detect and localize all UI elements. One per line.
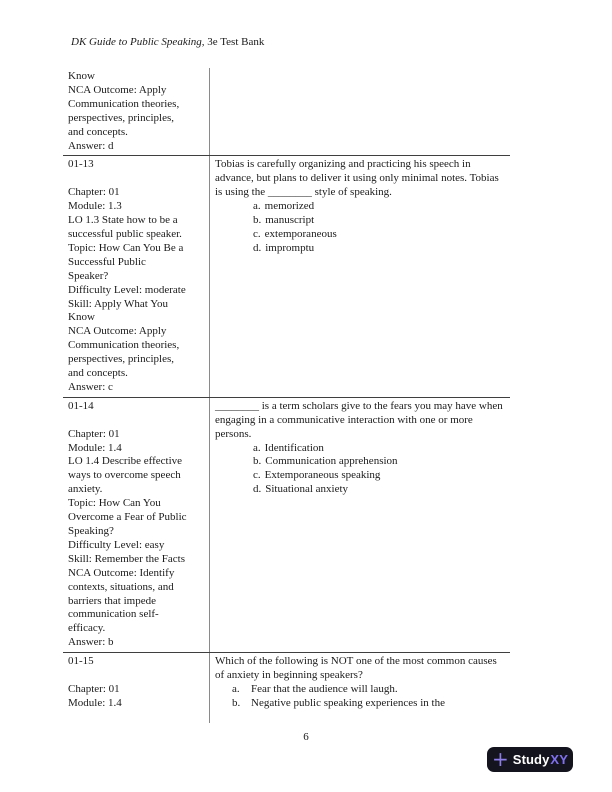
answer-option [215,228,508,242]
meta-line: perspectives, principles, [68,353,174,366]
meta-line: and concepts. [68,125,128,138]
option-letter: d. [253,241,262,254]
option-text: Communication apprehension [265,455,398,468]
meta-line: communication self- [68,608,159,621]
meta-line: LO 1.4 Describe effective [68,455,183,468]
table-row [63,397,510,652]
question-text: ________ is a term scholars give to the fears you may have when engaging in a communicative interaction with one or more persons. [215,399,503,440]
answer-option [215,697,508,711]
question-meta-cell [63,653,210,723]
option-letter: b. [253,214,262,227]
document-title: DK Guide to Public Speaking, [71,36,205,48]
meta-line: Module: 1.4 [68,441,122,454]
meta-line [68,669,206,683]
meta-line: NCA Outcome: Apply [68,325,167,338]
meta-line: Chapter: 01 [68,186,120,199]
meta-line: Successful Public [68,255,146,268]
question-text: Tobias is carefully organizing and practicing his speech in advance, but plans to deliver it using only minimal notes. Tobias is using the ________ style of speaking. [215,158,499,199]
option-text: memorized [264,200,315,213]
table-row [63,155,510,396]
document-header [71,36,264,48]
meta-line: Chapter: 01 [68,682,120,695]
meta-line: Module: 1.3 [68,200,122,213]
brand-name-study: Study [512,752,550,767]
meta-line: Know [68,70,95,82]
meta-line: barriers that impede [68,594,156,607]
meta-line: and concepts. [68,367,128,380]
page-number: 6 [303,731,309,743]
meta-line: NCA Outcome: Apply [68,83,167,96]
option-text: extemporaneous [264,227,337,240]
question-cell [210,398,510,652]
option-letter: c. [253,469,261,482]
question-meta-cell [63,68,210,155]
meta-line: anxiety. [68,483,103,496]
meta-line: efficacy. [68,622,106,635]
meta-line: Communication theories, [68,97,180,110]
meta-line: Answer: c [68,380,113,393]
meta-line [68,172,206,186]
meta-line: Skill: Remember the Facts [68,552,186,565]
meta-line: Difficulty Level: easy [68,538,165,551]
answer-option [215,469,508,483]
meta-line: Skill: Apply What You [68,297,169,310]
question-cell [210,653,510,723]
meta-line: Answer: d [68,139,114,152]
meta-line: 01-15 [68,655,94,668]
option-text: Negative public speaking experiences in the [251,696,445,709]
option-text: Situational anxiety [265,483,349,496]
meta-line: successful public speaker. [68,227,182,240]
option-text: Identification [264,441,324,454]
question-meta-cell [63,398,210,652]
meta-line: Know [68,311,95,324]
meta-line: Module: 1.4 [68,696,122,709]
meta-line: Speaking? [68,525,114,537]
question-meta-cell [63,156,210,396]
answer-option [215,483,508,497]
option-letter: b. [253,455,262,468]
answer-option [215,683,508,697]
meta-line: ways to overcome speech [68,469,181,482]
option-letter: d. [253,483,262,496]
answer-option [215,200,508,214]
table-row [63,652,510,723]
meta-line: NCA Outcome: Identify [68,566,175,579]
meta-line: Answer: b [68,636,114,649]
meta-line: Communication theories, [68,339,180,352]
option-text: manuscript [265,214,315,227]
meta-line: 01-14 [68,399,94,412]
meta-line: Overcome a Fear of Public [68,511,187,524]
option-text: impromptu [265,241,315,254]
qa-table [63,68,510,723]
option-letter: a. [253,200,261,213]
answer-option [215,214,508,228]
meta-line: perspectives, principles, [68,111,174,124]
meta-line: contexts, situations, and [68,580,174,593]
answer-option [215,455,508,469]
option-text: Extemporaneous speaking [264,469,381,482]
question-cell [210,156,510,396]
option-letter: a. [232,682,240,695]
answer-option [215,242,508,256]
answer-option [215,442,508,456]
meta-line: 01-13 [68,158,94,171]
meta-line: Topic: How Can You [68,497,161,510]
option-text: Fear that the audience will laugh. [251,682,398,695]
meta-line: Topic: How Can You Be a [68,241,184,254]
document-subtitle: 3e Test Bank [204,36,265,48]
studyxy-badge[interactable] [487,747,573,772]
plus-icon: + [492,746,509,771]
brand-name-xy: XY [550,752,568,767]
meta-line [68,414,206,428]
question-text: Which of the following is NOT one of the most common causes of anxiety in beginning speakers? [215,655,497,682]
option-letter: c. [253,227,261,240]
option-letter: a. [253,441,261,454]
meta-line: LO 1.3 State how to be a [68,214,178,227]
option-letter: b. [232,696,241,709]
meta-line: Chapter: 01 [68,427,120,440]
meta-line: Speaker? [68,269,109,282]
meta-line: Difficulty Level: moderate [68,283,186,296]
table-row [63,68,510,155]
question-cell [210,68,510,155]
